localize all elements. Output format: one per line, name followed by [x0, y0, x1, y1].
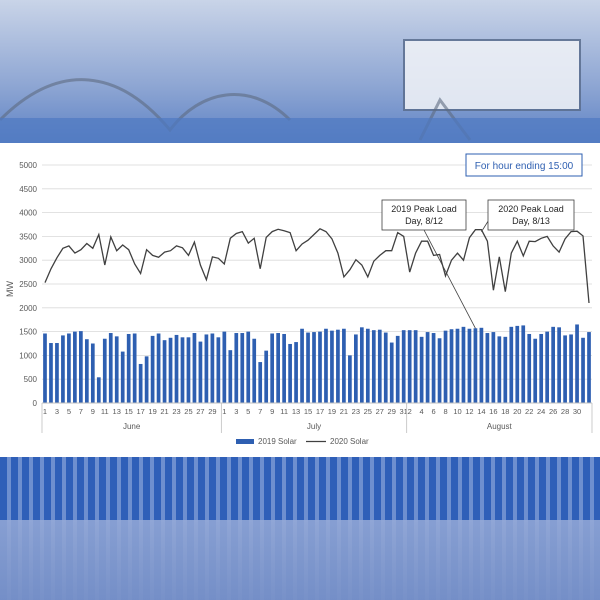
x-tick-label: 13 — [291, 407, 301, 416]
x-tick-label: 1 — [42, 407, 48, 416]
bar-2019-day-24 — [181, 337, 185, 403]
x-tick-label: 11 — [100, 407, 109, 416]
x-tick-label: 6 — [431, 407, 436, 416]
month-label-july: July — [306, 422, 322, 431]
legend-label-2020: 2020 Solar — [330, 437, 369, 446]
bar-2019-day-86 — [551, 327, 555, 403]
y-tick-label: 1500 — [19, 327, 37, 337]
bar-2019-day-79 — [509, 327, 513, 403]
bar-2019-day-42 — [288, 344, 292, 403]
bar-2019-day-9 — [91, 344, 95, 404]
bar-2019-day-28 — [205, 334, 209, 403]
y-tick-label: 1000 — [19, 351, 37, 361]
x-tick-label: 17 — [315, 407, 325, 416]
x-tick-label: 8 — [443, 407, 448, 416]
y-tick-label: 3500 — [19, 232, 37, 242]
bar-2019-day-29 — [211, 334, 215, 403]
x-tick-label: 3 — [234, 407, 239, 416]
bar-2019-day-67 — [438, 338, 442, 403]
bar-2019-day-44 — [300, 329, 304, 403]
bar-2019-day-5 — [67, 334, 71, 403]
bar-2019-day-7 — [79, 331, 83, 403]
x-tick-label: 31 — [399, 407, 408, 416]
bar-2019-day-68 — [444, 331, 448, 403]
bar-2019-day-17 — [139, 364, 143, 403]
x-tick-label: 10 — [453, 407, 462, 416]
bar-2019-day-65 — [426, 332, 430, 403]
x-tick-label: 9 — [90, 407, 95, 416]
bar-2019-day-71 — [462, 327, 466, 403]
bar-2019-day-10 — [97, 377, 101, 403]
title-box-text: For hour ending 15:00 — [474, 161, 574, 172]
x-tick-label: 5 — [246, 407, 251, 416]
bar-2019-day-41 — [282, 334, 286, 403]
line-2020-solar — [45, 229, 589, 303]
bar-2019-day-45 — [306, 333, 310, 403]
x-tick-label: 15 — [124, 407, 133, 416]
x-tick-label: 23 — [172, 407, 181, 416]
x-tick-label: 13 — [112, 407, 121, 416]
x-tick-label: 26 — [548, 407, 558, 416]
bar-2019-day-1 — [43, 334, 47, 403]
x-tick-label: 16 — [489, 407, 498, 416]
bar-2019-day-48 — [324, 329, 328, 403]
annotation-line2: Day, 8/13 — [512, 216, 550, 226]
annotation-line1: 2020 Peak Load — [498, 204, 564, 214]
x-tick-label: 25 — [363, 407, 372, 416]
bar-2019-day-91 — [581, 338, 585, 403]
x-tick-label: 19 — [327, 407, 337, 416]
bar-2019-day-14 — [121, 352, 125, 403]
bar-2019-day-89 — [569, 334, 573, 403]
bar-2019-day-18 — [145, 356, 149, 403]
bar-2019-day-37 — [258, 362, 262, 403]
bar-2019-day-92 — [587, 332, 591, 403]
x-tick-label: 21 — [160, 407, 169, 416]
bar-2019-day-19 — [151, 336, 155, 403]
y-tick-label: 4000 — [19, 208, 37, 218]
x-tick-label: 5 — [66, 407, 71, 416]
bar-2019-day-78 — [503, 337, 507, 403]
bar-2019-day-61 — [402, 330, 406, 403]
bar-2019-day-30 — [217, 337, 221, 403]
line-series-2020 — [45, 229, 589, 303]
bar-2019-day-35 — [246, 332, 250, 403]
bar-2019-day-46 — [312, 332, 316, 403]
x-axis — [42, 403, 592, 433]
annotations — [382, 200, 574, 328]
x-tick-label: 21 — [339, 407, 349, 416]
blurred-background-top — [0, 0, 600, 143]
bar-2019-day-77 — [497, 336, 501, 403]
blurred-background-art — [0, 0, 600, 143]
bar-2019-day-16 — [133, 334, 137, 403]
x-tick-label: 12 — [465, 407, 474, 416]
bar-2019-day-81 — [521, 325, 525, 403]
legend-label-2019: 2019 Solar — [258, 437, 297, 446]
bar-2019-day-49 — [330, 331, 334, 403]
x-tick-label: 28 — [560, 407, 570, 416]
bar-2019-day-33 — [234, 333, 238, 403]
bar-2019-day-36 — [252, 339, 256, 403]
bar-2019-day-83 — [533, 339, 537, 403]
bar-2019-day-20 — [157, 334, 161, 403]
x-tick-label: 3 — [54, 407, 60, 416]
annotation-2019-peak — [382, 200, 475, 328]
bar-2019-day-47 — [318, 332, 322, 403]
bar-2019-day-72 — [468, 329, 472, 403]
bar-2019-day-88 — [563, 335, 567, 403]
bar-2019-day-27 — [199, 342, 203, 403]
bar-2019-day-4 — [61, 335, 65, 403]
y-tick-label: 2000 — [19, 303, 37, 313]
x-tick-label: 30 — [572, 407, 582, 416]
bar-2019-day-8 — [85, 339, 89, 403]
y-axis-label: MW — [5, 281, 15, 297]
y-tick-label: 5000 — [19, 161, 37, 170]
bar-2019-day-59 — [390, 343, 394, 403]
bar-2019-day-57 — [378, 330, 382, 403]
bar-2019-day-62 — [408, 330, 412, 403]
x-tick-label: 7 — [258, 407, 263, 416]
x-tick-label: 19 — [148, 407, 157, 416]
x-tick-label: 11 — [280, 407, 289, 416]
bar-2019-day-58 — [384, 333, 388, 403]
bar-2019-day-31 — [222, 332, 226, 403]
bar-2019-day-56 — [372, 330, 376, 403]
x-tick-label: 18 — [501, 407, 510, 416]
x-tick-label: 1 — [222, 407, 227, 416]
x-tick-label: 29 — [387, 407, 396, 416]
x-tick-label: 27 — [375, 407, 384, 416]
annotation-line2: Day, 8/12 — [405, 216, 443, 226]
bar-2019-day-70 — [456, 329, 460, 403]
bar-2019-day-63 — [414, 330, 418, 403]
legend-swatch-2019 — [236, 439, 254, 444]
bar-2019-day-32 — [228, 350, 232, 403]
x-tick-label: 7 — [78, 407, 83, 416]
x-tick-label: 27 — [196, 407, 205, 416]
bar-2019-day-66 — [432, 333, 436, 403]
bar-2019-day-73 — [474, 328, 478, 403]
x-tick-label: 4 — [419, 407, 424, 416]
bar-2019-day-90 — [575, 324, 579, 403]
bar-2019-day-85 — [545, 332, 549, 403]
bar-2019-day-50 — [336, 330, 340, 403]
bar-2019-day-87 — [557, 327, 561, 403]
bar-2019-day-34 — [240, 333, 244, 403]
bar-2019-day-69 — [450, 329, 454, 403]
bar-2019-day-23 — [175, 335, 179, 403]
bar-2019-day-80 — [515, 326, 519, 403]
x-tick-label: 9 — [270, 407, 275, 416]
x-tick-label: 2 — [407, 407, 412, 416]
title-box — [466, 154, 582, 176]
bar-2019-day-21 — [163, 340, 167, 403]
x-tick-label: 20 — [513, 407, 522, 416]
x-tick-label: 15 — [303, 407, 313, 416]
bar-2019-day-15 — [127, 334, 131, 403]
bar-2019-day-64 — [420, 337, 424, 403]
bar-2019-day-82 — [527, 334, 531, 403]
y-tick-label: 4500 — [19, 184, 37, 194]
x-tick-label: 14 — [477, 407, 486, 416]
y-tick-label: 500 — [23, 375, 37, 385]
blurred-background-bottom-shade — [0, 520, 600, 600]
annotation-2020-peak — [481, 200, 574, 232]
bar-2019-day-43 — [294, 342, 298, 403]
bar-2019-day-60 — [396, 336, 400, 403]
solar-chart — [0, 143, 600, 457]
bar-2019-day-53 — [354, 334, 358, 403]
y-tick-label: 3000 — [19, 256, 37, 266]
x-tick-label: 22 — [525, 407, 534, 416]
bar-2019-day-40 — [276, 333, 280, 403]
bar-series-2019 — [43, 324, 591, 403]
bar-2019-day-74 — [480, 328, 484, 403]
bar-2019-day-3 — [55, 343, 59, 403]
bar-2019-day-6 — [73, 332, 77, 403]
bar-2019-day-38 — [264, 351, 268, 403]
bar-2019-day-13 — [115, 336, 119, 403]
chart-panel — [0, 143, 600, 457]
x-tick-label: 24 — [537, 407, 546, 416]
y-tick-label: 0 — [32, 399, 37, 408]
x-tick-label: 29 — [208, 407, 217, 416]
bar-2019-day-12 — [109, 333, 113, 403]
bar-2019-day-55 — [366, 329, 370, 403]
x-tick-label: 25 — [184, 407, 193, 416]
month-label-august: August — [486, 422, 512, 431]
legend — [236, 437, 369, 446]
x-tick-label: 23 — [351, 407, 361, 416]
bar-2019-day-84 — [539, 334, 543, 403]
bar-2019-day-11 — [103, 339, 107, 403]
bar-2019-day-25 — [187, 337, 191, 403]
bar-2019-day-54 — [360, 327, 364, 403]
bar-2019-day-26 — [193, 333, 197, 403]
bar-2019-day-76 — [492, 332, 496, 403]
x-tick-label: 17 — [136, 407, 145, 416]
bar-2019-day-51 — [342, 329, 346, 403]
bar-2019-day-75 — [486, 333, 490, 403]
bar-2019-day-22 — [169, 338, 173, 403]
y-tick-label: 2500 — [19, 280, 37, 289]
bar-2019-day-2 — [49, 343, 53, 403]
month-label-june: June — [122, 422, 141, 431]
bar-2019-day-39 — [270, 334, 274, 403]
annotation-line1: 2019 Peak Load — [391, 204, 457, 214]
y-axis-ticks — [19, 161, 37, 408]
bar-2019-day-52 — [348, 355, 352, 403]
